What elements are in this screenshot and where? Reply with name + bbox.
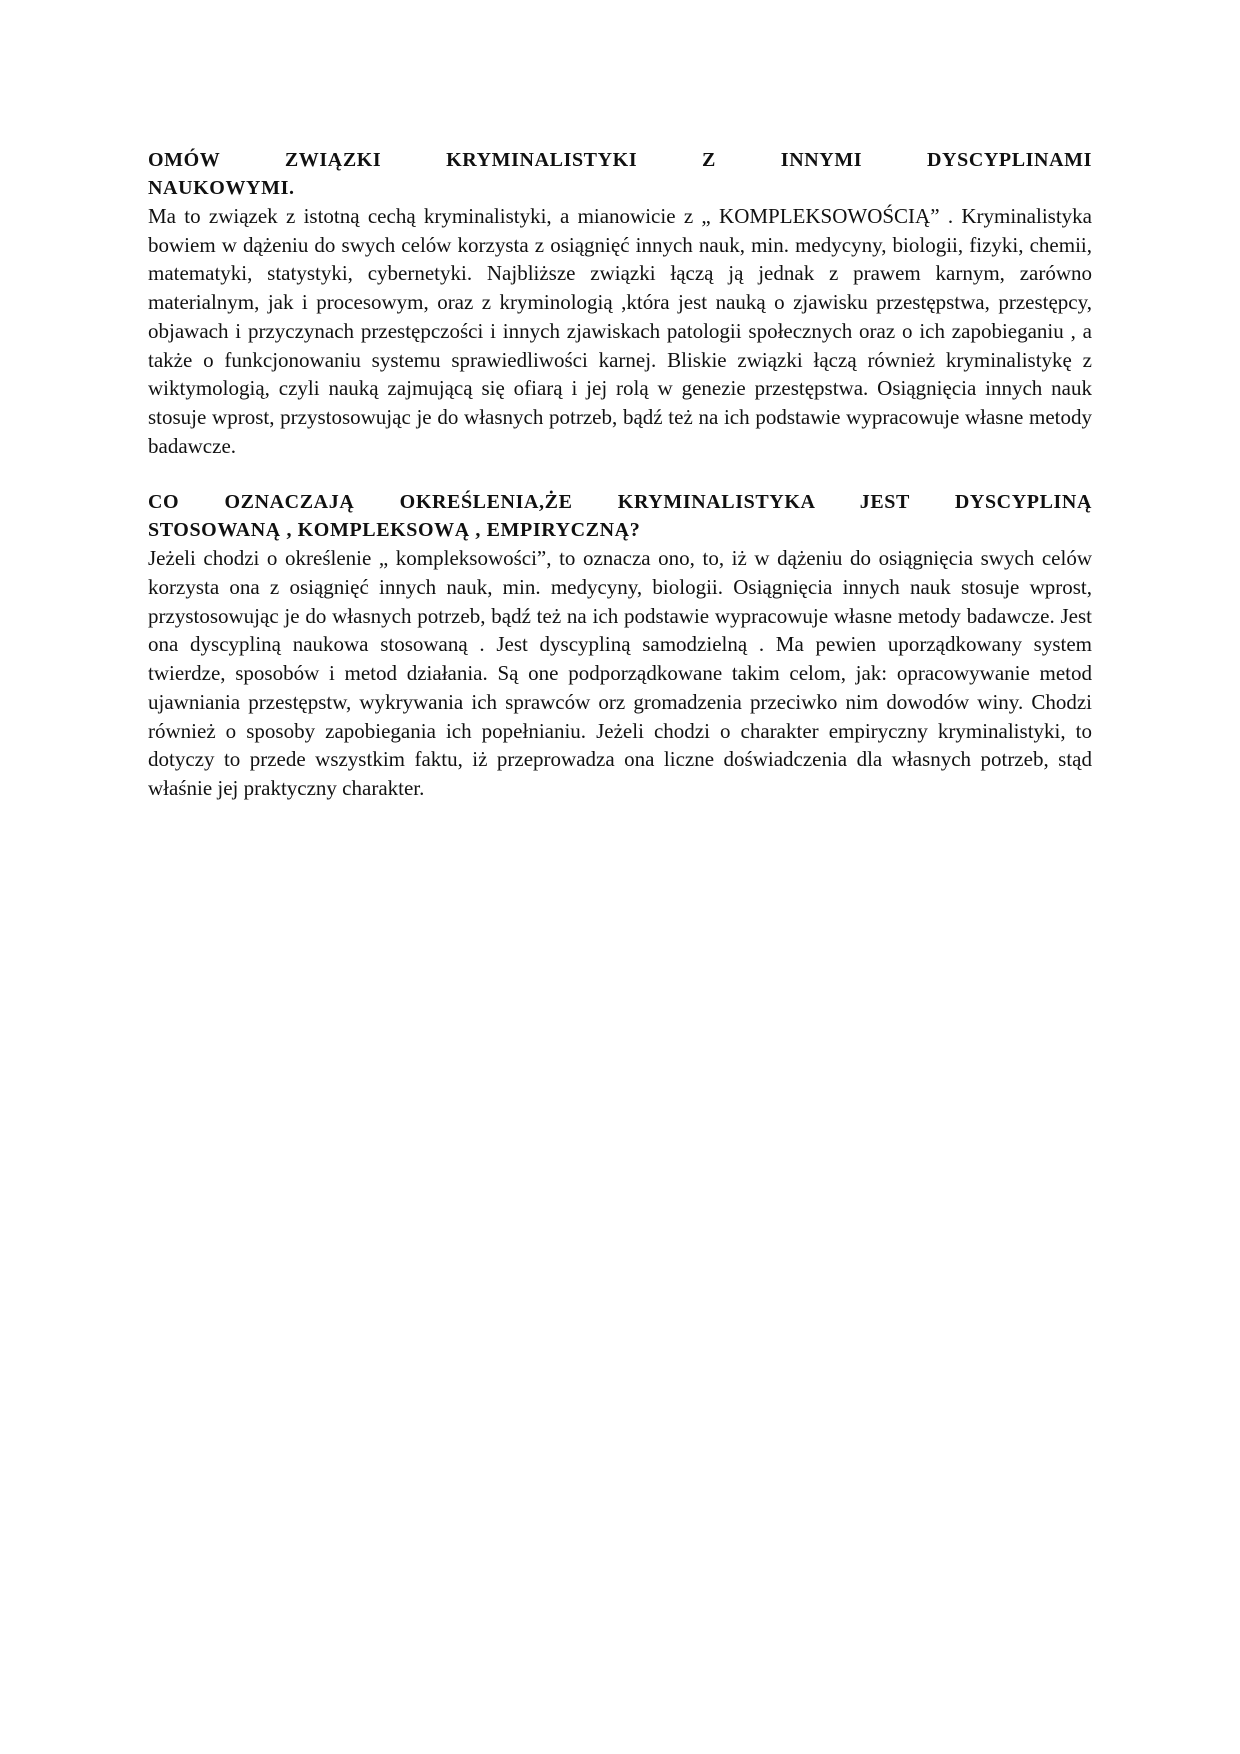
heading-line: STOSOWANĄ , KOMPLEKSOWĄ , EMPIRYCZNĄ? xyxy=(148,519,641,542)
document-page xyxy=(148,146,1092,803)
section-paragraph: Ma to związek z istotną cechą kryminalistyki, a mianowicie z „ KOMPLEKSOWOŚCIĄ” . Kryminalistyka bowiem w dążeniu do swych celów korzysta z osiągnięć innych nauk, min. medycyny, biologii, fizyki, chemii, matematyki, statystyki, cybernetyki. Najbliższe związki łączą ją jednak z prawem karnym, zarówno materialnym, jak i procesowym, oraz z kryminologią ,która jest nauką o zjawisku przestępstwa, przestępcy, objawach i przyczynach przestępczości i innych zjawiskach patologii społecznych oraz o ich zapobieganiu , a także o funkcjonowaniu systemu sprawiedliwości karnej. Bliskie związki łączą również kryminalistykę z wiktymologią, czyli nauką zajmującą się ofiarą i jej rolą w genezie przestępstwa. Osiągnięcia innych nauk stosuje wprost, przystosowując je do własnych potrzeb, bądź też na ich podstawie wypracowuje własne metody badawcze. xyxy=(148,204,1092,458)
section-heading xyxy=(148,146,1092,202)
heading-line: CO OZNACZAJĄ OKREŚLENIA,ŻE KRYMINALISTYKA JEST DYSCYPLINĄ xyxy=(148,491,1092,514)
heading-line: OMÓW ZWIĄZKI KRYMINALISTYKI Z INNYMI DYSCYPLINAMI xyxy=(148,149,1092,171)
heading-line: NAUKOWYMI. xyxy=(148,177,295,199)
section-discipline-characteristics xyxy=(148,488,1092,802)
section-heading xyxy=(148,488,1092,544)
section-related-disciplines xyxy=(148,146,1092,460)
section-paragraph: Jeżeli chodzi o określenie „ kompleksowości”, to oznacza ono, to, iż w dążeniu do osiągnięcia swych celów korzysta ona z osiągnięć innych nauk, min. medycyny, biologii. Osiągnięcia innych nauk stosuje wprost, przystosowując je do własnych potrzeb, bądź też na ich podstawie wypracowuje własne metody badawcze. Jest ona dyscypliną naukowa stosowaną . Jest dyscypliną samodzielną . Ma pewien uporządkowany system twierdze, sposobów i metod działania. Są one podporządkowane takim celom, jak: opracowywanie metod ujawniania przestępstw, wykrywania ich sprawców orz gromadzenia przeciwko nim dowodów winy. Chodzi również o sposoby zapobiegania ich popełnianiu. Jeżeli chodzi o charakter empiryczny kryminalistyki, to dotyczy to przede wszystkim faktu, iż przeprowadza ona liczne doświadczenia dla własnych potrzeb, stąd właśnie jej praktyczny charakter. xyxy=(148,546,1092,800)
